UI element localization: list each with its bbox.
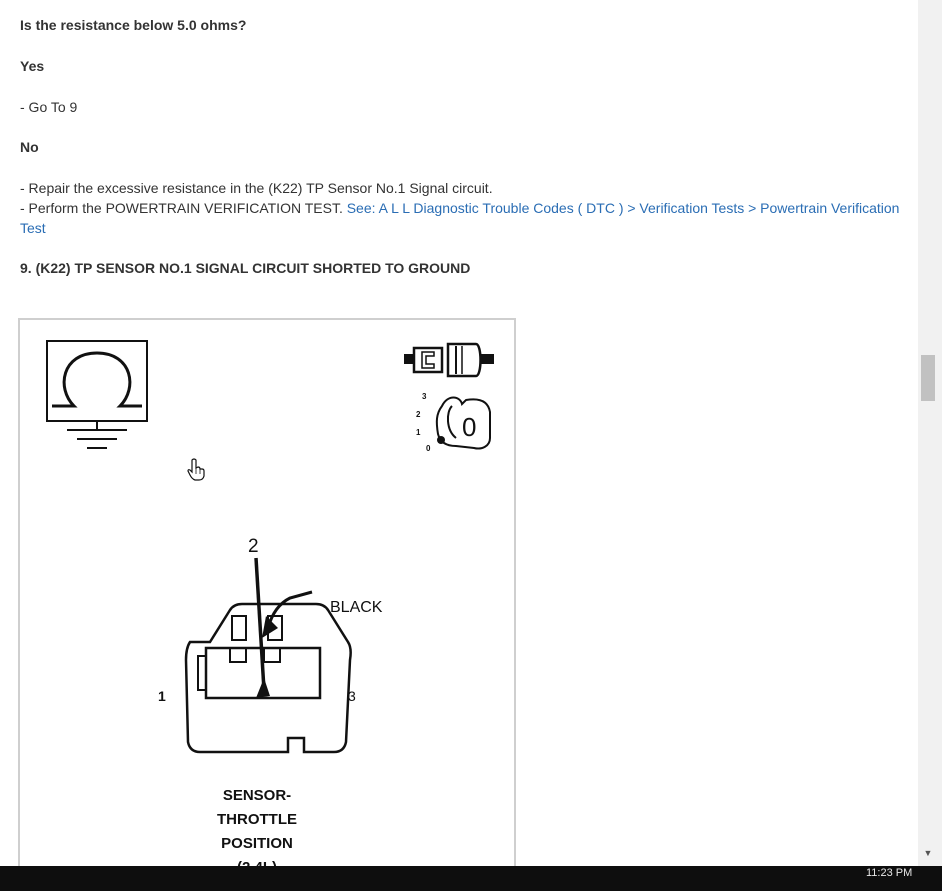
connector-face-drawing <box>170 550 400 760</box>
taskbar-clock[interactable]: 11:23 PM <box>866 867 913 879</box>
taskbar <box>0 866 942 891</box>
ignition-position-2: 2 <box>416 410 421 419</box>
yes-action: - Go To 9 <box>20 99 78 115</box>
caption-line: POSITION <box>221 835 293 852</box>
no-label: No <box>20 139 39 155</box>
no-step-verification <box>20 198 900 238</box>
scroll-down-arrow-icon[interactable]: ▼ <box>923 848 933 858</box>
scrollbar-thumb[interactable] <box>921 355 935 401</box>
pin-label-2: 2 <box>248 536 259 557</box>
hand-cursor-icon <box>186 458 206 482</box>
pin-label-1: 1 <box>158 688 166 704</box>
ohmmeter-ground-icon <box>44 338 150 458</box>
ignition-position-1: 1 <box>416 428 421 437</box>
section-heading: 9. (K22) TP SENSOR NO.1 SIGNAL CIRCUIT SHORTED TO GROUND <box>20 260 471 276</box>
pin-label-3: 3 <box>348 688 356 704</box>
vertical-scrollbar[interactable] <box>918 0 942 866</box>
ignition-position-0: 0 <box>426 444 431 453</box>
no-step-repair: - Repair the excessive resistance in the (K22) TP Sensor No.1 Signal circuit. <box>20 180 493 196</box>
verification-link[interactable]: See: A L L Diagnostic Trouble Codes ( DTC ) > Verification Tests > Powertrain Verification Test <box>20 200 900 236</box>
connector-disconnect-icon <box>404 340 496 380</box>
ignition-current-position: 0 <box>462 412 477 442</box>
caption-line: THROTTLE <box>217 811 297 828</box>
diagram-figure <box>18 318 516 878</box>
caption-line: SENSOR- <box>222 787 292 804</box>
verification-text: - Perform the POWERTRAIN VERIFICATION TEST. <box>20 200 347 216</box>
connector-color-label: BLACK <box>330 599 383 616</box>
yes-label: Yes <box>20 58 45 74</box>
ignition-position-3: 3 <box>422 392 427 401</box>
question-text: Is the resistance below 5.0 ohms? <box>20 17 247 33</box>
